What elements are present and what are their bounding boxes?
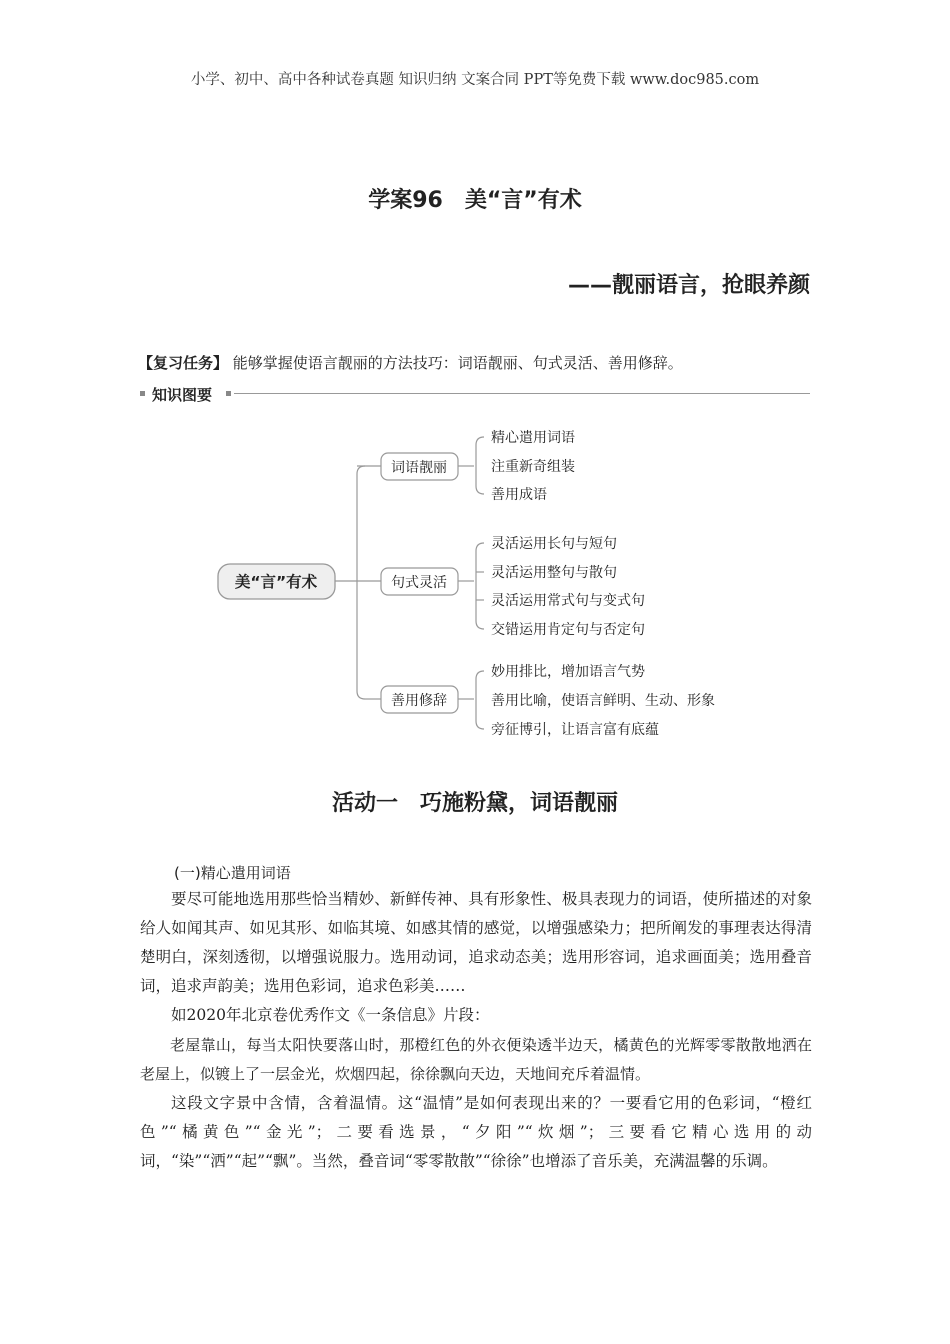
leaf-words-3: 善用成语 [491, 487, 547, 503]
excerpt-paragraph: 老屋靠山，每当太阳快要落山时，那橙红色的外衣便染透半边天，橘黄色的光辉零零散散地洒在老屋上，似镀上了一层金光，炊烟四起，徐徐飘向天边，天地间充斥着温情。 [140, 1036, 812, 1083]
leaf-sentences-4: 交错运用肯定句与否定句 [491, 622, 645, 638]
leaf-rhetoric-2: 善用比喻，使语言鲜明、生动、形象 [491, 693, 715, 709]
knowledge-map-heading-text: 知识图要 [152, 386, 213, 404]
page-title: 学案96 美“言”有术 [368, 188, 582, 213]
leaf-sentences-1: 灵活运用长句与短句 [491, 536, 617, 552]
paragraph: 如2020年北京卷优秀作文《一条信息》片段： [171, 1006, 490, 1024]
leaf-sentences-3: 灵活运用常式句与变式句 [491, 593, 645, 609]
branch-label-words: 词语靓丽 [391, 460, 447, 476]
root-connectors [335, 466, 381, 699]
page-subtitle: ——靓丽语言，抢眼养颜 [567, 273, 810, 298]
activity-title: 活动一 巧施粉黛，词语靓丽 [331, 791, 618, 816]
paragraph: 这段文字景中含情，含着温情。这“温情”是如何表现出来的？一要看它用的色彩词，“橙红色”“橘黄色”“金光”；二要看选景，“夕阳”“炊烟”；三要看它精心选用的动词，“染”“洒”“起”“飘”。当然，叠音词“零零散散”“徐徐”也增添了音乐美，充满温馨的乐调。 [140, 1094, 812, 1170]
review-task-label: 【复习任务】 [138, 354, 229, 372]
branch-label-sentences: 句式灵活 [391, 575, 447, 591]
review-task-text: 能够掌握使语言靓丽的方法技巧：词语靓丽、句式灵活、善用修辞。 [232, 354, 683, 372]
leaf-rhetoric-1: 妙用排比，增加语言气势 [491, 664, 645, 680]
leaf-words-1: 精心遣用词语 [491, 430, 575, 446]
branch-connectors-rhetoric [458, 671, 484, 729]
branch-connectors-words [458, 437, 484, 494]
section-heading: (一)精心遣用词语 [174, 864, 291, 882]
site-header: 小学、初中、高中各种试卷真题 知识归纳 文案合同 PPT等免费下载 www.doc985.com [190, 72, 760, 88]
branch-label-rhetoric: 善用修辞 [391, 693, 447, 709]
leaf-sentences-2: 灵活运用整句与散句 [491, 565, 617, 581]
branch-connectors-sentences [458, 543, 484, 629]
paragraph: 要尽可能地选用那些恰当精妙、新鲜传神、具有形象性、极具表现力的词语，使所描述的对象给人如闻其声、如见其形、如临其境、如感其情的感觉，以增强感染力；把所阐发的事理表达得清楚明白，深刻透彻，以增强说服力。选用动词，追求动态美；选用形容词，追求画面美；选用叠音词，追求声韵美；选用色彩词，追求色彩美…… [140, 890, 812, 995]
mind-map-root-label: 美“言”有术 [234, 573, 318, 591]
leaf-words-2: 注重新奇组装 [491, 459, 575, 475]
leaf-rhetoric-3: 旁征博引，让语言富有底蕴 [491, 722, 659, 738]
